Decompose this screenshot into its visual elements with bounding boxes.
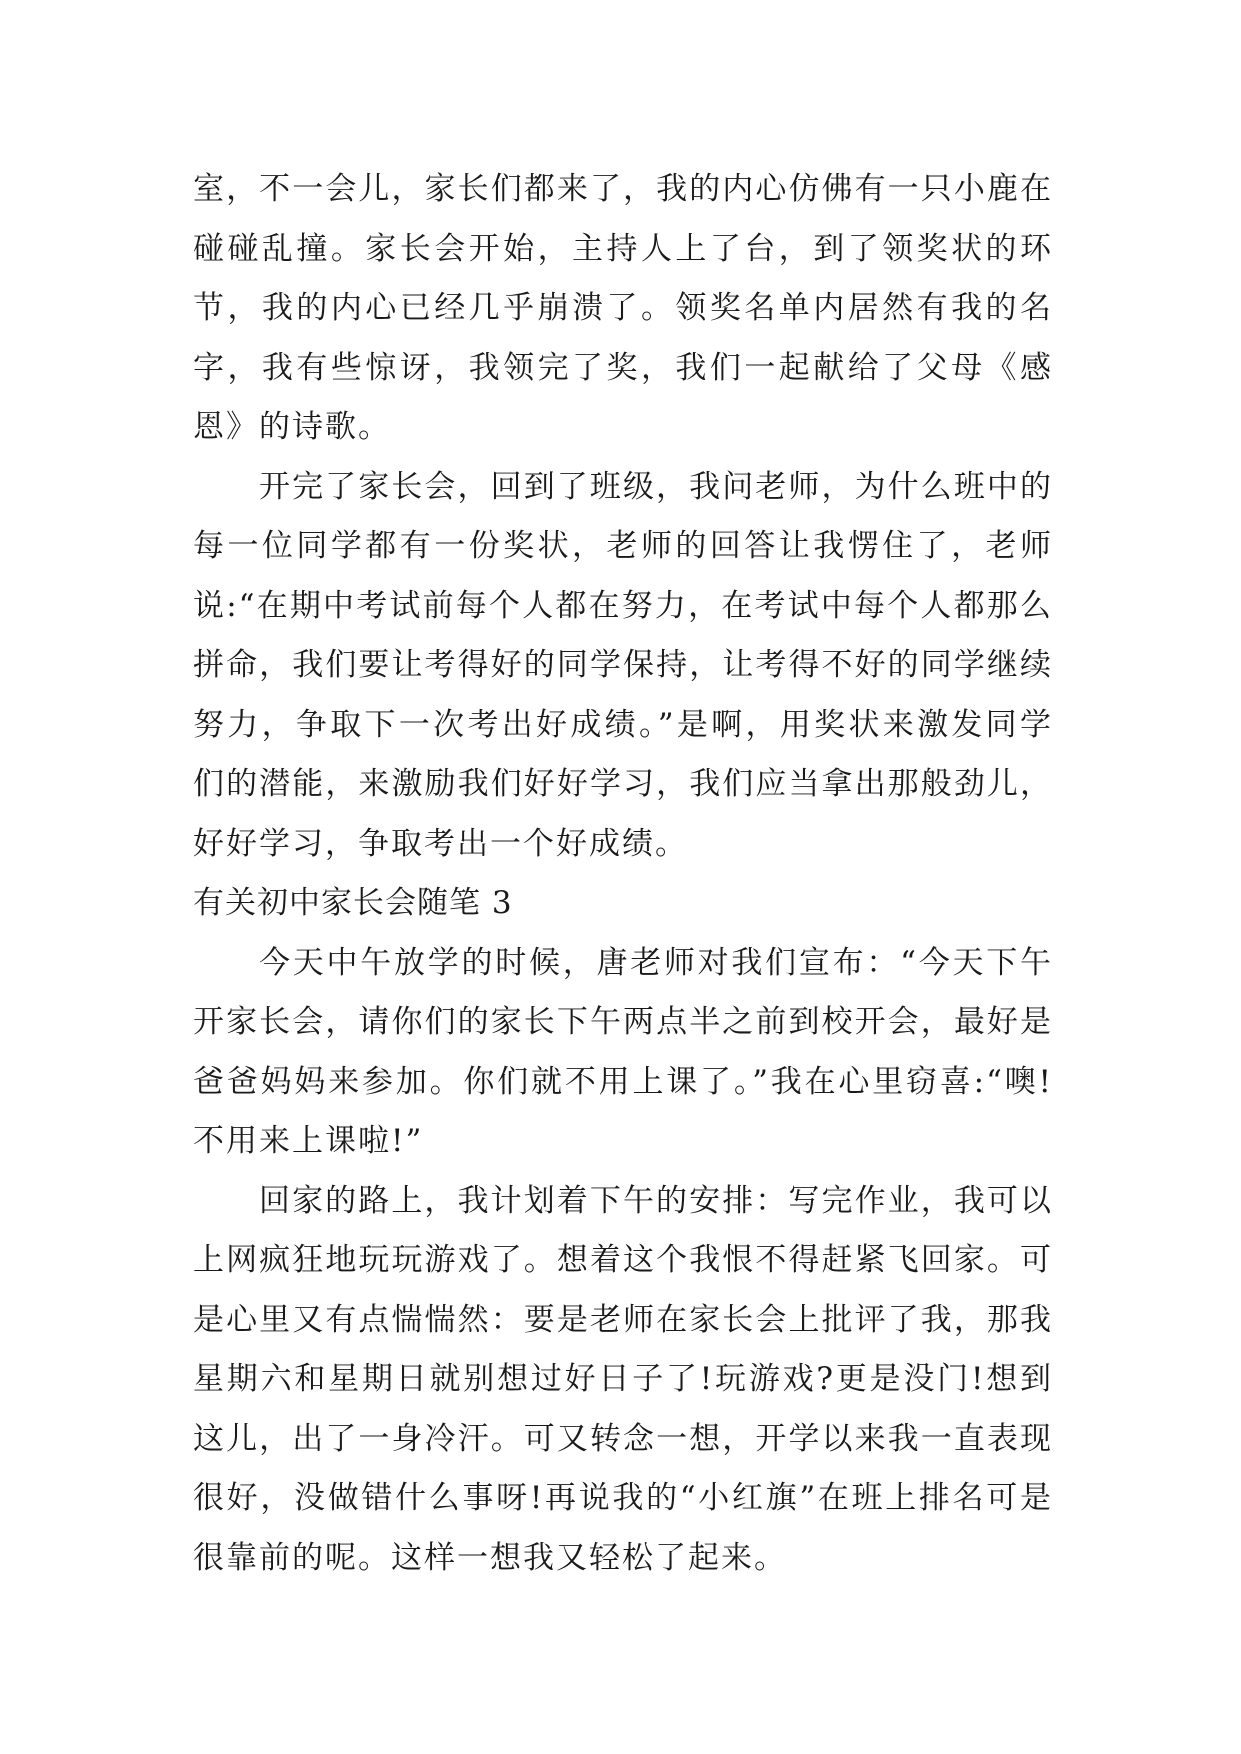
section-heading: 有关初中家长会随笔 3 [193, 885, 513, 921]
paragraph-3: 今天中午放学的时候，唐老师对我们宣布：“今天下午开家长会，请你们的家长下午两点半之前到校开会，最好是爸爸妈妈来参加。你们就不用上课了。”我在心里窃喜:“噢!不用来上课啦!” [193, 944, 1053, 1159]
paragraph-1: 室，不一会儿，家长们都来了，我的内心仿佛有一只小鹿在碰碰乱撞。家长会开始，主持人上了台，到了领奖状的环节，我的内心已经几乎崩溃了。领奖名单内居然有我的名字，我有些惊讶，我领完了奖，我们一起献给了父母《感恩》的诗歌。 [193, 171, 1053, 445]
document-body [193, 160, 1053, 1588]
paragraph-2: 开完了家长会，回到了班级，我问老师，为什么班中的每一位同学都有一份奖状，老师的回答让我愣住了，老师说:“在期中考试前每个人都在努力，在考试中每个人都那么拼命，我们要让考得好的同学保持，让考得不好的同学继续努力，争取下一次考出好成绩。”是啊，用奖状来激发同学们的潜能，来激励我们好好学习，我们应当拿出那般劲儿，好好学习，争取考出一个好成绩。 [193, 468, 1053, 862]
paragraph-4: 回家的路上，我计划着下午的安排：写完作业，我可以上网疯狂地玩玩游戏了。想着这个我恨不得赶紧飞回家。可是心里又有点惴惴然：要是老师在家长会上批评了我，那我星期六和星期日就别想过好日子了!玩游戏?更是没门!想到这儿，出了一身冷汗。可又转念一想，开学以来我一直表现很好，没做错什么事呀!再说我的“小红旗”在班上排名可是很靠前的呢。这样一想我又轻松了起来。 [193, 1182, 1053, 1576]
